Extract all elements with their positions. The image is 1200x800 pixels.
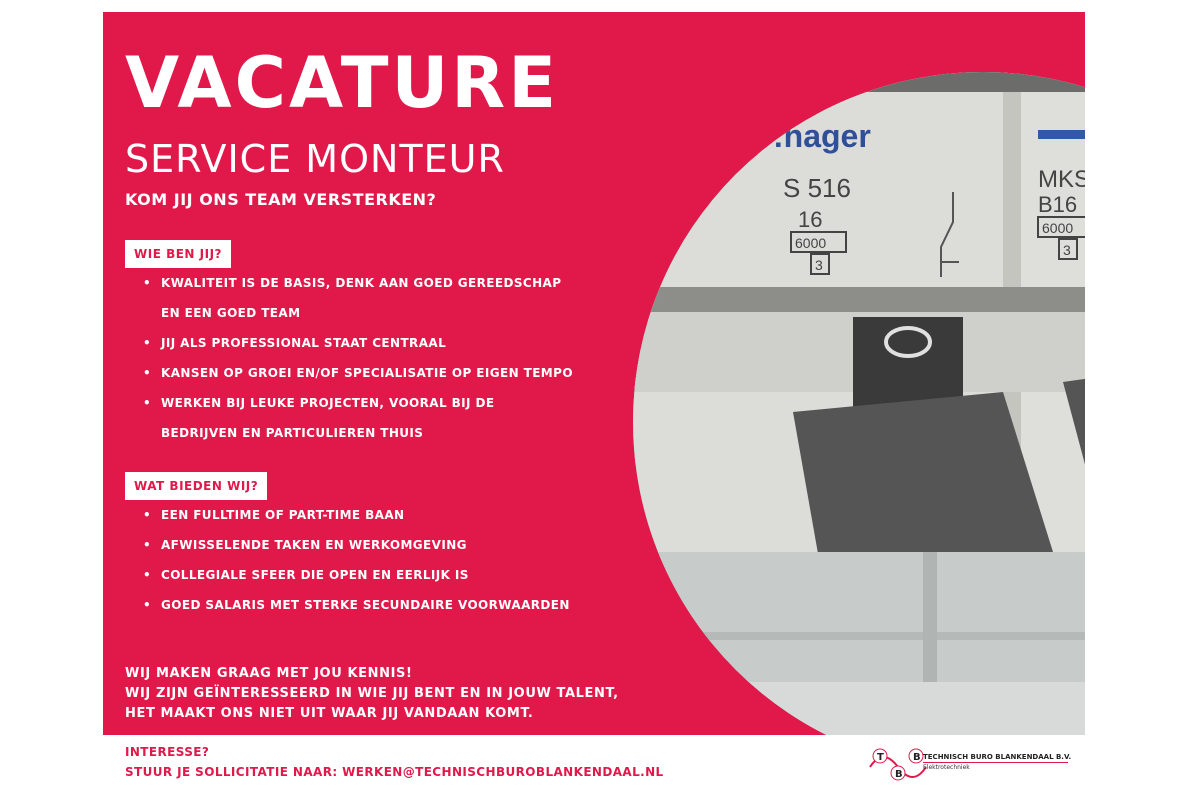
- list-item: • WERKEN BIJ LEUKE PROJECTEN, VOORAL BIJ DE: [143, 388, 573, 418]
- svg-text:MKS 516: MKS 516: [1038, 166, 1137, 193]
- list-item: BEDRIJVEN EN PARTICULIEREN THUIS: [161, 426, 424, 440]
- list-item: • JIJ ALS PROFESSIONAL STAAT CENTRAAL: [143, 328, 573, 358]
- list-item: • AFWISSELENDE TAKEN EN WERKOMGEVING: [143, 530, 570, 560]
- red-panel: [103, 12, 1186, 735]
- apply-email-link[interactable]: STUUR JE SOLLICITATIE NAAR: WERKEN@TECHNISCHBUROBLANKENDAAL.NL: [125, 765, 664, 779]
- list-item: • GOED SALARIS MET STERKE SECUNDAIRE VOORWAARDEN: [143, 590, 570, 620]
- logo-mark-icon: [868, 743, 928, 788]
- job-title: SERVICE MONTEUR: [125, 137, 505, 181]
- svg-text:6000: 6000: [795, 235, 827, 251]
- section-heading-who: WIE BEN JIJ?: [125, 240, 231, 268]
- list-item: • COLLEGIALE SFEER DIE OPEN EN EERLIJK IS: [143, 560, 570, 590]
- svg-text:S 516: S 516: [783, 173, 851, 203]
- company-logo: [868, 743, 1078, 788]
- offer-list: [143, 500, 570, 620]
- svg-text:B16: B16: [1038, 192, 1078, 217]
- tagline: KOM JIJ ONS TEAM VERSTERKEN?: [125, 190, 437, 209]
- svg-text:T: T: [877, 752, 884, 763]
- circuit-breaker-photo: [633, 72, 1186, 735]
- svg-text:3: 3: [815, 257, 823, 273]
- list-item: • EEN FULLTIME OF PART-TIME BAAN: [143, 500, 570, 530]
- svg-text:B: B: [913, 752, 921, 763]
- page-title: VACATURE: [125, 42, 560, 124]
- svg-text:6000: 6000: [1042, 220, 1074, 236]
- svg-text:16: 16: [798, 207, 823, 232]
- who-list: [143, 268, 573, 448]
- closing-line: WIJ ZIJN GEÏNTERESSEERD IN WIE JIJ BENT EN IN JOUW TALENT,: [125, 686, 619, 701]
- breaker-illustration: :hager :hag S 516 MKS 516 16 B16 6000 6000 3 3: [633, 72, 1085, 735]
- footer: [103, 735, 1085, 796]
- closing-line: WIJ MAKEN GRAAG MET JOU KENNIS!: [125, 666, 413, 681]
- logo-company-name: TECHNISCH BURO BLANKENDAAL B.V.: [923, 753, 1072, 761]
- svg-text:B: B: [895, 769, 903, 780]
- list-item: EN EEN GOED TEAM: [161, 306, 301, 320]
- vacancy-poster: [103, 12, 1186, 796]
- list-item: • KANSEN OP GROEI EN/OF SPECIALISATIE OP EIGEN TEMPO: [143, 358, 573, 388]
- list-item: • KWALITEIT IS DE BASIS, DENK AAN GOED GEREEDSCHAP: [143, 268, 573, 298]
- closing-text: [125, 664, 619, 724]
- closing-line: HET MAAKT ONS NIET UIT WAAR JIJ VANDAAN KOMT.: [125, 706, 534, 721]
- svg-text:3: 3: [1063, 242, 1071, 258]
- svg-text::hager: :hager: [773, 118, 871, 154]
- interest-label: INTERESSE?: [125, 745, 210, 759]
- logo-subtitle: Elektrotechniek: [923, 764, 970, 771]
- logo-divider: [923, 762, 1068, 763]
- section-heading-offer: WAT BIEDEN WIJ?: [125, 472, 267, 500]
